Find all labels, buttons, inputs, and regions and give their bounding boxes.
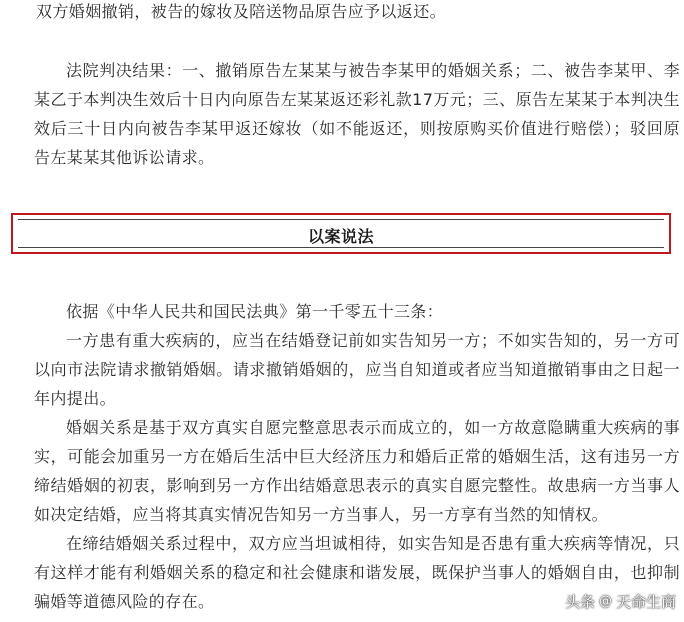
watermark-at: @	[598, 594, 612, 609]
section-header-box	[11, 213, 671, 254]
law-basis-paragraph: 依据《中华人民共和国民法典》第一千零五十三条：	[66, 302, 444, 321]
watermark-account: 天命生商	[615, 593, 676, 611]
law-explanation	[34, 297, 680, 616]
section-title: 以案说法	[307, 227, 374, 246]
judgment-paragraph: 法院判决结果：一、撤销原告左某某与被告李某甲的婚姻关系；二、被告李某甲、李某乙于本判决生效后十日内向原告左某某返还彩礼款17万元；三、原告左某某于本判决生效后三十日内向被告李某甲返还嫁妆（如不能返还，则按原购买价值进行赔偿）；驳回原告左某某其他诉讼请求。	[34, 61, 680, 167]
analysis-paragraph-1: 婚姻关系是基于双方真实自愿完整意思表示而成立的，如一方故意隐瞒重大疾病的事实，可能会加重另一方在婚后生活中巨大经济压力和婚后正常的婚姻生活，这有违另一方缔结婚姻的初衷，影响到另一方作出结婚意思表示的真实自愿完整性。故患病一方当事人如决定结婚，应当将其真实情况告知另一方当事人，另一方享有当然的知情权。	[34, 418, 680, 524]
watermark-prefix: 头条	[564, 593, 595, 611]
analysis-paragraph-2: 在缔结婚姻关系过程中，双方应当坦诚相待，如实告知是否患有重大疾病等情况，只有这样才能有利婚姻关系的稳定和社会健康和谐发展，既保护当事人的婚姻自由，也抑制骗婚等道德风险的存在。	[34, 534, 680, 611]
law-text-paragraph: 一方患有重大疾病的，应当在结婚登记前如实告知另一方；不如实告知的，另一方可以向市法院请求撤销婚姻。请求撤销婚姻的，应当自知道或者应当知道撤销事由之日起一年内提出。	[34, 331, 680, 408]
watermark	[565, 591, 676, 612]
top-paragraph: 双方婚姻撤销，被告的嫁妆及陪送物品原告应予以返还。	[36, 2, 447, 21]
